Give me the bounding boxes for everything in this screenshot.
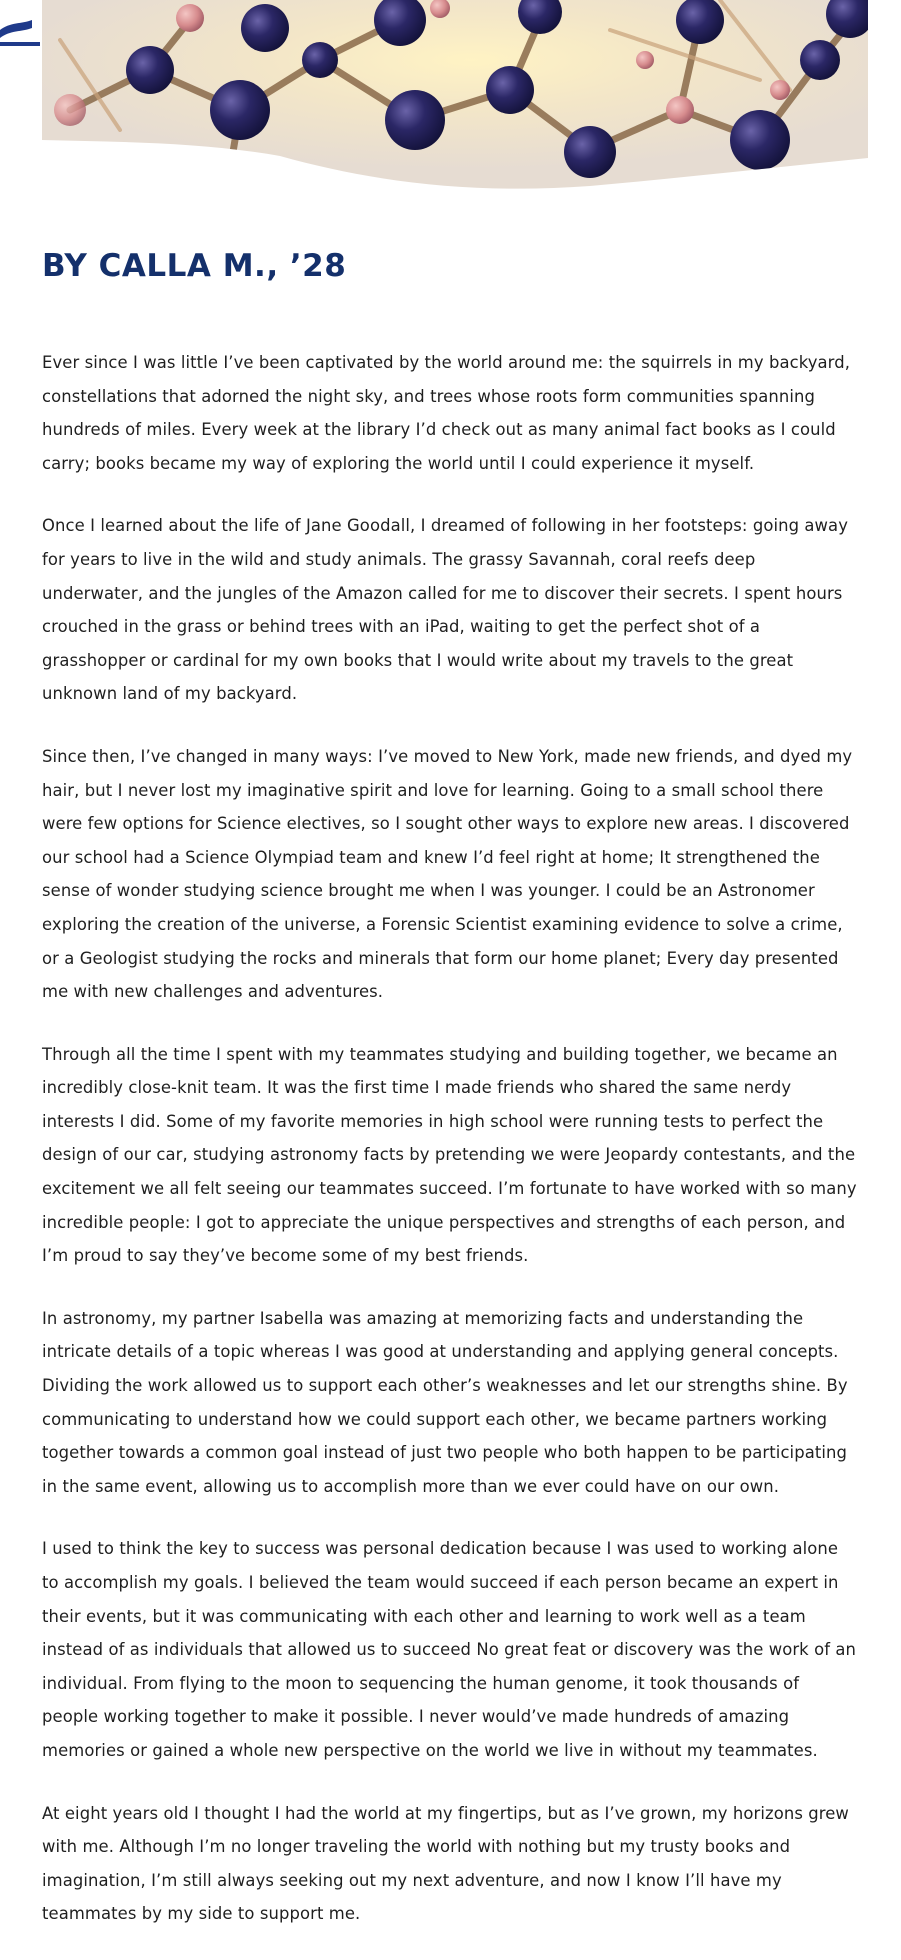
paragraph-2: Once I learned about the life of Jane Goodall, I dreamed of following in her footsteps: going away for years to live in the wild and study animals. The grassy Savannah, coral reefs deep underwater, and the jungles of the Amazon called for me to discover their secrets. I spent hours crouched in the grass or behind trees with an iPad, waiting to get the perfect shot of a grasshopper or cardinal for my own books that I would write about my travels to the great unknown land of my backyard. [42, 516, 849, 704]
molecule-model-banner [0, 0, 901, 200]
paragraph-4: Through all the time I spent with my teammates studying and building together, we became an incredibly close-knit team. It was the first time I made friends who shared the same nerdy interests I did. Some of my favorite memories in high school were running tests to perfect the design of our car, studying astronomy facts by pretending we were Jeopardy contestants, and the excitement we all felt seeing our teammates succeed. I’m fortunate to have worked with so many incredible people: I got to appreciate the unique perspectives and strengths of each person, and I’m proud to say they’ve become some of my best friends. [42, 1044, 857, 1266]
paragraph-3: Since then, I’ve changed in many ways: I’ve moved to New York, made new friends, and dyed my hair, but I never lost my imaginative spirit and love for learning. Going to a small school there were few options for Science electives, so I sought other ways to explore new areas. I discovered our school had a Science Olympiad team and knew I’d feel right at home; It strengthened the sense of wonder studying science brought me when I was younger. I could be an Astronomer exploring the creation of the universe, a Forensic Scientist examining evidence to solve a crime, or a Geologist studying the rocks and minerals that form our home planet; Every day presented me with new challenges and adventures. [42, 746, 853, 1002]
paragraph-6: I used to think the key to success was personal dedication because I was used to working alone to accomplish my goals. I believed the team would succeed if each person became an expert in their events, but it was communicating with each other and learning to work well as a team instead of as individuals that allowed us to succeed No great feat or discovery was the work of an individual. From flying to the moon to sequencing the human genome, it took thousands of people working together to make it possible. I never would’ve made hundreds of amazing memories or gained a whole new perspective on the world we live in without my teammates. [42, 1539, 857, 1760]
paragraph-5: In astronomy, my partner Isabella was amazing at memorizing facts and understanding the intricate details of a topic whereas I was good at understanding and applying general concepts. Dividing the work allowed us to support each other’s weaknesses and let our strengths shine. By communicating to understand how we could support each other, we became partners working together towards a common goal instead of just two people who both happen to be participating in the same event, allowing us to accomplish more than we ever could have on our own. [42, 1308, 848, 1496]
article-body [42, 346, 860, 1960]
paragraph-1: Ever since I was little I’ve been captivated by the world around me: the squirrels in my backyard, constellations that adorned the night sky, and trees whose roots form communities spanning hundreds of miles. Every week at the library I’d check out as many animal fact books as I could carry; books became my way of exploring the world until I could experience it myself. [42, 353, 851, 473]
left-edge-graphic [0, 20, 40, 46]
paragraph-7: At eight years old I thought I had the world at my fingertips, but as I’ve grown, my horizons grew with me. Although I’m no longer traveling the world with nothing but my trusty books and imagination, I’m still always seeking out my next adventure, and now I know I’ll have my teammates by my side to support me. [42, 1803, 849, 1924]
hero-banner [0, 0, 901, 200]
author-byline: BY CALLA M., ’28 [42, 248, 347, 284]
